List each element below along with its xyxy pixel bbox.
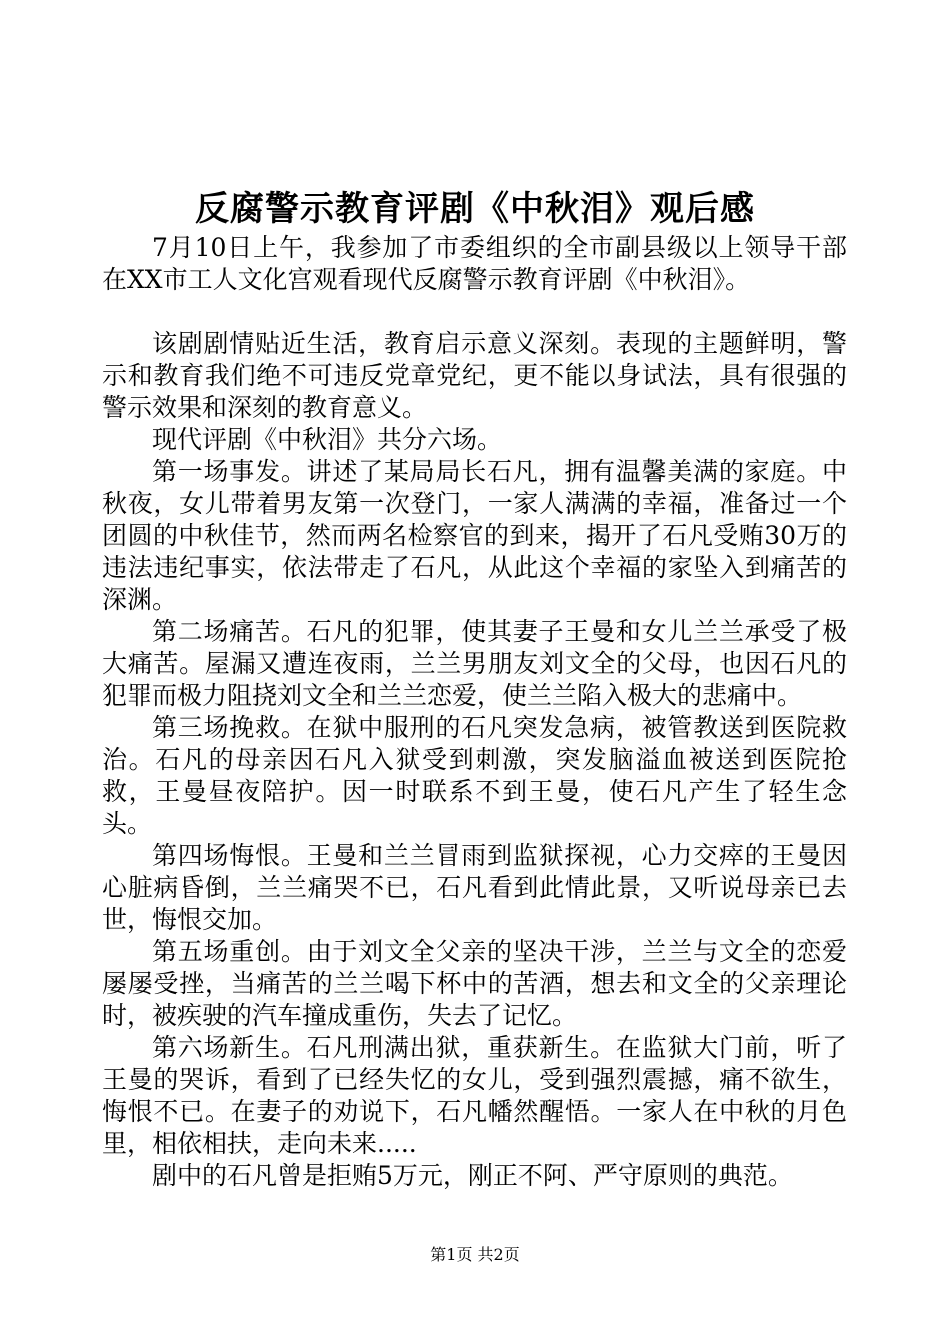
document-title: 反腐警示教育评剧《中秋泪》观后感 <box>195 189 755 229</box>
page-footer: 第1页 共2页 <box>430 1245 520 1264</box>
paragraph: 第五场重创。由于刘文全父亲的坚决干涉，兰兰与文全的恋爱屡屡受挫，当痛苦的兰兰喝下杯中的苦酒，想去和文全的父亲理论时，被疾驶的汽车撞成重伤，失去了记忆。 <box>102 937 847 1030</box>
paragraph: 现代评剧《中秋泪》共分六场。 <box>152 425 503 454</box>
paragraph: 第四场悔恨。王曼和兰兰冒雨到监狱探视，心力交瘁的王曼因心脏病昏倒，兰兰痛哭不已，石凡看到此情此景，又听说母亲已去世，悔恨交加。 <box>102 841 847 934</box>
paragraph: 第三场挽救。在狱中服刑的石凡突发急病，被管教送到医院救治。石凡的母亲因石凡入狱受到刺激，突发脑溢血被送到医院抢救，王曼昼夜陪护。因一时联系不到王曼，使石凡产生了轻生念头。 <box>102 713 847 838</box>
paragraph: 7月10日上午，我参加了市委组织的全市副县级以上领导干部在XX市工人文化宫观看现代反腐警示教育评剧《中秋泪》。 <box>102 233 847 294</box>
paragraph: 第一场事发。讲述了某局局长石凡，拥有温馨美满的家庭。中秋夜，女儿带着男友第一次登门，一家人满满的幸福，准备过一个团圆的中秋佳节，然而两名检察官的到来，揭开了石凡受贿30万的违法违纪事实，依法带走了石凡，从此这个幸福的家坠入到痛苦的深渊。 <box>102 457 847 614</box>
paragraph: 第六场新生。石凡刑满出狱，重获新生。在监狱大门前，听了王曼的哭诉，看到了已经失忆的女儿，受到强烈震撼，痛不欲生，悔恨不已。在妻子的劝说下，石凡幡然醒悟。一家人在中秋的月色里，相依相扶，走向未来..... <box>102 1033 847 1158</box>
paragraph: 第二场痛苦。石凡的犯罪，使其妻子王曼和女儿兰兰承受了极大痛苦。屋漏又遭连夜雨，兰兰男朋友刘文全的父母，也因石凡的犯罪而极力阻挠刘文全和兰兰恋爱，使兰兰陷入极大的悲痛中。 <box>102 617 847 710</box>
document-body <box>102 232 847 1192</box>
paragraph: 该剧剧情贴近生活，教育启示意义深刻。表现的主题鲜明，警示和教育我们绝不可违反党章党纪，更不能以身试法，具有很强的警示效果和深刻的教育意义。 <box>102 329 847 422</box>
paragraph: 剧中的石凡曾是拒贿5万元，刚正不阿、严守原则的典范。 <box>152 1161 793 1190</box>
